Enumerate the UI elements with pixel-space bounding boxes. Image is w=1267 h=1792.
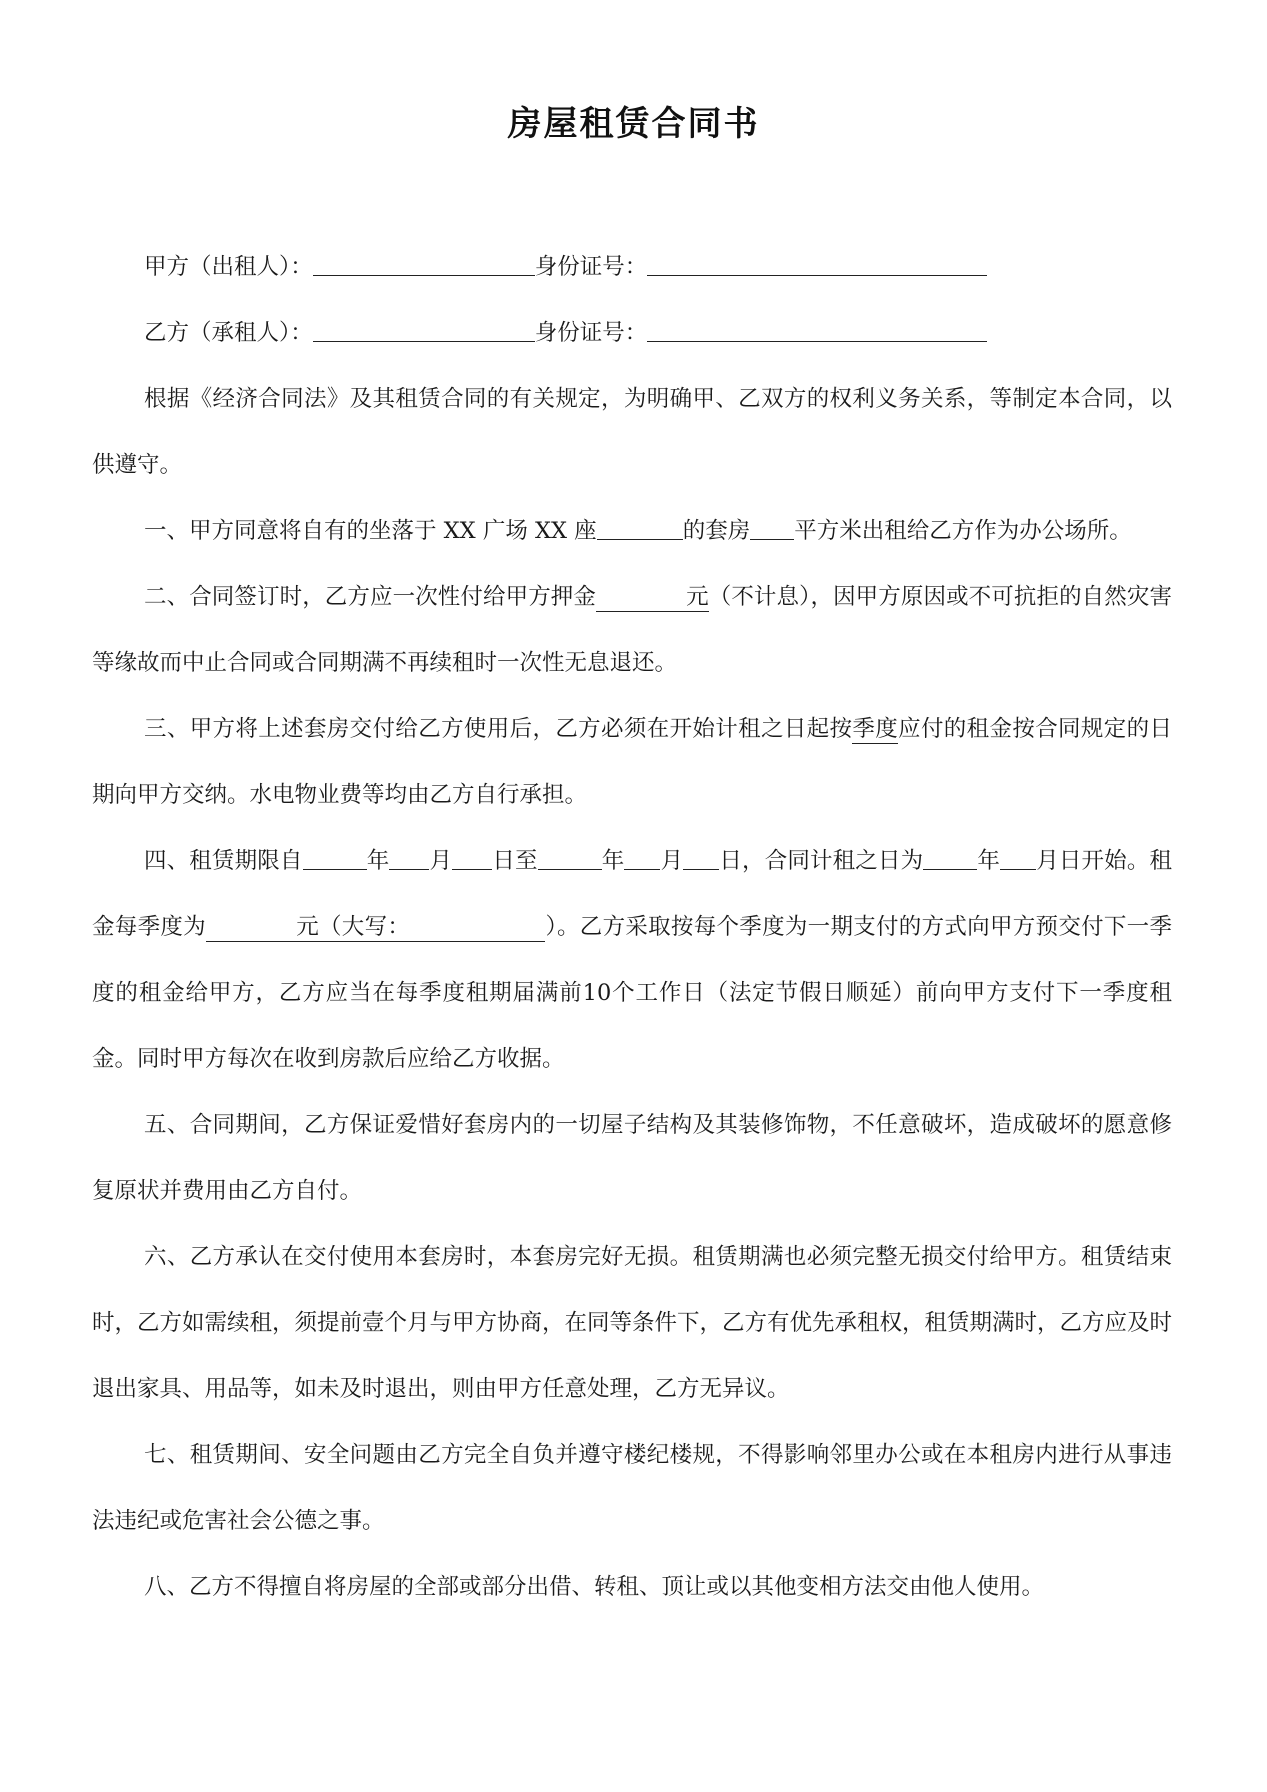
clause-2-unit: 元 — [686, 584, 709, 610]
preamble-paragraph: 根据《经济合同法》及其租赁合同的有关规定，为明确甲、乙双方的权利义务关系，等制定本合同，以供遵守。 — [92, 386, 1172, 478]
clause-4-amount-blank — [206, 914, 545, 942]
clause-3-underlined-term: 季度 — [852, 716, 899, 742]
party-b-name-blank — [313, 315, 535, 342]
clause-4-rent-month-blank — [1000, 843, 1036, 870]
party-a-line — [92, 234, 1172, 300]
clause-5: 五、合同期间，乙方保证爱惜好套房内的一切屋子结构及其装修饰物，不任意破坏，造成破坏的愿意修复原状并费用由乙方自付。 — [92, 1112, 1172, 1204]
party-b-id-blank — [647, 315, 987, 342]
clause-2-part2: （不计息），因甲方原因或不可抗拒的自然灾害等缘故而中止合同或合同期满不再续租时一次性无息退还。 — [92, 584, 1172, 676]
contract-body — [92, 234, 1172, 1620]
clause-1-room-blank — [597, 513, 683, 540]
party-a-id-blank — [647, 249, 987, 276]
clause-4-start-month-blank — [389, 843, 429, 870]
clause-3 — [92, 696, 1172, 828]
clause-3-part2: 应付的租金按合同规定的日期向甲方交纳。水电物业费等均由乙方自行承担。 — [92, 716, 1172, 808]
clause-2-part1: 二、合同签订时，乙方应一次性付给甲方押金 — [144, 584, 597, 610]
clause-2 — [92, 564, 1172, 696]
clause-4-rest: ）。乙方采取按每个季度为一期支付的方式向甲方预交付下一季度的租金给甲方，乙方应当在每季度租期届满前10个工作日（法定节假日顺延）前向甲方支付下一季度租金。同时甲方每次在收到房款后应给乙方收据。 — [92, 914, 1172, 1072]
clause-4 — [92, 828, 1172, 1092]
clause-4-year-3: 年 — [977, 848, 1001, 874]
clause-4-year-1: 年 — [366, 848, 390, 874]
party-b-label: 乙方（承租人）： — [144, 320, 313, 346]
clause-4-month-3: 月 — [1036, 848, 1059, 874]
clause-3-part1: 三、甲方将上述套房交付给乙方使用后，乙方必须在开始计租之日起按 — [144, 716, 853, 742]
clause-4-end-year-blank — [538, 843, 602, 870]
clause-7: 七、租赁期间、安全问题由乙方完全自负并遵守楼纪楼规，不得影响邻里办公或在本租房内进行从事违法违纪或危害社会公德之事。 — [92, 1442, 1172, 1534]
clause-1-part2: 的套房 — [682, 518, 751, 544]
clause-4-month-2: 月 — [660, 848, 684, 874]
clause-4-start-year-blank — [303, 843, 367, 870]
party-a-label: 甲方（出租人）： — [144, 254, 313, 280]
clause-4-month-1: 月 — [429, 848, 453, 874]
clause-4-rent-year-blank — [923, 843, 977, 870]
clause-4-end-month-blank — [624, 843, 660, 870]
party-a-name-blank — [313, 249, 535, 276]
clause-4-start-day-blank — [452, 843, 492, 870]
clause-8: 八、乙方不得擅自将房屋的全部或部分出借、转租、顶让或以其他变相方法交由他人使用。 — [144, 1574, 1045, 1600]
clause-6: 六、乙方承认在交付使用本套房时，本套房完好无损。租赁期满也必须完整无损交付给甲方。租赁结束时，乙方如需续租，须提前壹个月与甲方协商，在同等条件下，乙方有优先承租权，租赁期满时，乙方应及时退出家具、用品等，如未及时退出，则由甲方任意处理，乙方无异议。 — [92, 1244, 1173, 1402]
clause-4-day-to: 日至 — [492, 848, 538, 874]
clause-4-end-day-blank — [683, 843, 719, 870]
clause-4-year-2: 年 — [601, 848, 625, 874]
clause-4-day-comma: 日，合同计租之日为 — [719, 848, 924, 874]
party-b-id-label: 身份证号： — [534, 320, 648, 346]
clause-4-unit-open: 元（大写： — [295, 914, 411, 940]
clause-1-part1: 一、甲方同意将自有的坐落于 XX 广场 XX 座 — [144, 518, 597, 544]
party-a-id-label: 身份证号： — [534, 254, 648, 280]
clause-1-area-blank — [750, 513, 794, 540]
clause-4-line2-start: 日开始。租金每季度为 — [92, 848, 1172, 940]
document-title: 房屋租赁合同书 — [507, 104, 760, 144]
clause-1 — [92, 498, 1172, 564]
clause-2-deposit-blank — [596, 584, 709, 612]
clause-4-prefix: 四、租赁期限自 — [144, 848, 303, 874]
party-b-line — [92, 300, 1172, 366]
clause-1-part3: 平方米出租给乙方作为办公场所。 — [794, 518, 1132, 544]
